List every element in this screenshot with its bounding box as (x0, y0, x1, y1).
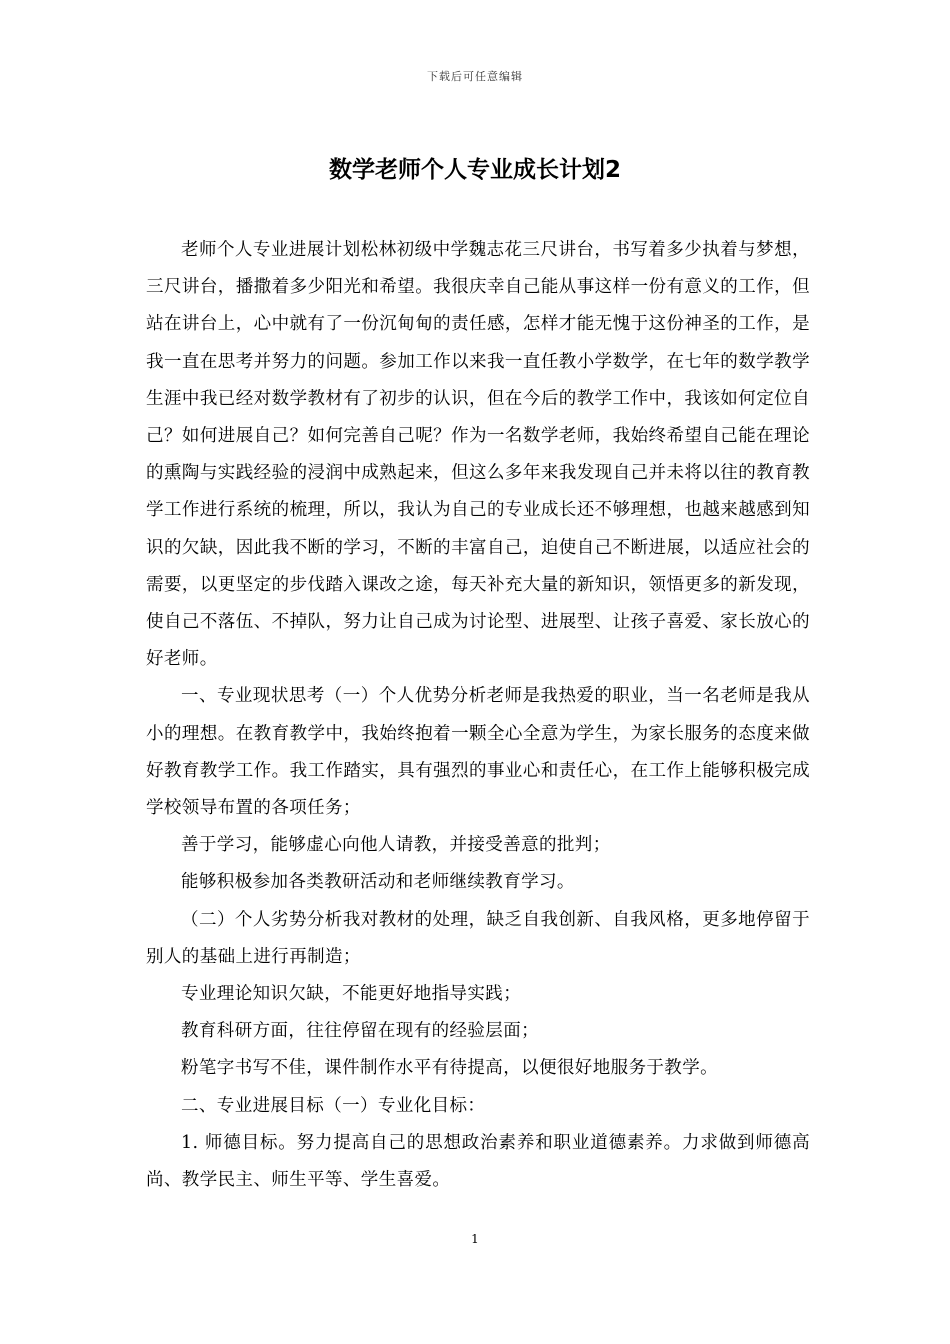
paragraph: （二）个人劣势分析我对教材的处理，缺乏自我创新、自我风格，更多地停留于别人的基础上进行再制造； (146, 909, 810, 967)
page-header-note: 下载后可任意编辑 (427, 70, 523, 83)
paragraph: 一、专业现状思考（一）个人优势分析老师是我热爱的职业，当一名老师是我从小的理想。在教育教学中，我始终抱着一颗全心全意为学生，为家长服务的态度来做好教育教学工作。我工作踏实，具有强烈的事业心和责任心，在工作上能够积极完成学校领导布置的各项任务； (146, 686, 810, 819)
paragraph: 老师个人专业进展计划松林初级中学魏志花三尺讲台，书写着多少执着与梦想，三尺讲台，播撒着多少阳光和希望。我很庆幸自己能从事这样一份有意义的工作，但站在讲台上，心中就有了一份沉甸甸的责任感，怎样才能无愧于这份神圣的工作，是我一直在思考并努力的问题。参加工作以来我一直任教小学数学，在七年的数学教学生涯中我已经对数学教材有了初步的认识，但在今后的教学工作中，我该如何定位自己？如何进展自己？如何完善自己呢？作为一名数学老师，我始终希望自己能在理论的熏陶与实践经验的浸润中成熟起来，但这么多年来我发现自己并未将以往的教育教学工作进行系统的梳理，所以，我认为自己的专业成长还不够理想，也越来越感到知识的欠缺，因此我不断的学习，不断的丰富自己，迫使自己不断进展，以适应社会的需要，以更坚定的步伐踏入课改之途，每天补充大量的新知识，领悟更多的新发现，使自己不落伍、不掉队，努力让自己成为讨论型、进展型、让孩子喜爱、家长放心的好老师。 (146, 240, 810, 670)
document-title: 数学老师个人专业成长计划2 (328, 157, 621, 183)
document-body (146, 232, 810, 1199)
paragraph: 善于学习，能够虚心向他人请教，并接受善意的批判； (181, 835, 611, 856)
paragraph: 二、专业进展目标（一）专业化目标： (181, 1095, 486, 1116)
page-number: 1 (471, 1232, 479, 1246)
paragraph: 专业理论知识欠缺，不能更好地指导实践； (181, 984, 522, 1005)
paragraph: 教育科研方面，往往停留在现有的经验层面； (181, 1021, 539, 1042)
paragraph: 1. 师德目标。努力提高自己的思想政治素养和职业道德素养。力求做到师德高尚、教学民主、师生平等、学生喜爱。 (146, 1132, 810, 1191)
paragraph: 粉笔字书写不佳，课件制作水平有待提高，以便很好地服务于教学。 (181, 1058, 718, 1079)
paragraph: 能够积极参加各类教研活动和老师继续教育学习。 (181, 872, 575, 893)
